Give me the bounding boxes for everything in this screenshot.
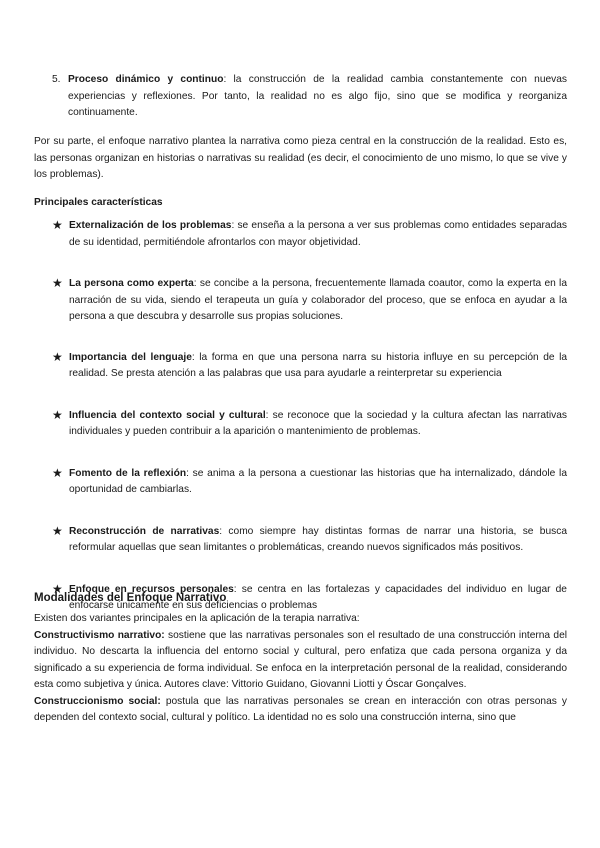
item-text: : la construcción de la realidad cambia constantemente con nuevas experiencias y reflexiones. Por tanto, la realidad no es algo fijo, sino que se modifica y reorganiza continuamente. bbox=[68, 74, 567, 118]
characteristics-heading: Principales características bbox=[34, 197, 163, 208]
constructionism-paragraph bbox=[34, 694, 567, 727]
bullet-term: Reconstrucción de narrativas bbox=[69, 525, 220, 537]
modalities-heading: Modalidades del Enfoque Narrativo bbox=[34, 592, 227, 604]
bullet-text: : se anima a la persona a cuestionar las historias que ha internalizado, dándole la oportunidad de cambiarlas. bbox=[69, 467, 567, 495]
bullet-term: Externalización de los problemas bbox=[69, 220, 232, 231]
bullet-text: : la forma en que una persona narra su historia influye en su percepción de la realidad. Se presta atención a las palabras que usa para ayudarle a reinterpretar su experiencia bbox=[69, 351, 568, 379]
item-number: 5. bbox=[52, 74, 61, 85]
characteristics-list bbox=[52, 218, 567, 615]
list-item bbox=[52, 350, 567, 383]
numbered-item-5 bbox=[52, 72, 567, 122]
star-bullet-icon: ★ bbox=[52, 523, 63, 538]
item-body bbox=[68, 72, 567, 122]
bullet-text: : como siempre hay distintas formas de narrar una historia, se busca reformular aquellas que sean limitantes o problemáticas, creando nuevos significados más positivos. bbox=[69, 525, 567, 553]
star-bullet-icon: ★ bbox=[52, 407, 63, 422]
modalities-section bbox=[34, 611, 567, 727]
constructivism-text: sostiene que las narrativas personales son el resultado de una construcción interna del individuo. No descarta la influencia del entorno social y cultural, pero enfatiza que cada persona organiza y da significado a su experiencia de forma individual. Se enfoca en la interpretación personal de la realidad, considerando esta como subjetiva y única. Autores clave: Vittorio Guidano, Giovanni Liotti y Óscar Gonçalves. bbox=[34, 629, 568, 690]
bullet-text: : se concibe a la persona, frecuentemente llamada coautor, como la experta en la narración de su vida, siendo el terapeuta un guía y colaborador del proceso, que se enfoca en ayudar a la persona a que descubra y desarrolle sus propias soluciones. bbox=[69, 278, 567, 322]
bullet-term: Enfoque en recursos personales bbox=[69, 583, 234, 595]
star-bullet-icon: ★ bbox=[52, 349, 63, 364]
bullet-term: Importancia del lenguaje bbox=[69, 351, 192, 363]
list-item bbox=[52, 524, 567, 557]
constructionism-term: Construccionismo social: bbox=[34, 695, 161, 707]
bullet-term: La persona como experta bbox=[69, 278, 194, 289]
star-bullet-icon: ★ bbox=[52, 465, 63, 480]
constructivism-paragraph bbox=[34, 628, 567, 694]
list-item bbox=[52, 466, 567, 499]
bullet-term: Influencia del contexto social y cultural bbox=[69, 409, 266, 421]
bullet-text: : se reconoce que la sociedad y la cultura afectan las narrativas individuales y pueden contribuir a la aparición o mantenimiento de problemas. bbox=[69, 409, 567, 437]
constructionism-text: postula que las narrativas personales se crean en interacción con otras personas y dependen del contexto social, cultural y político. La identidad no es solo una construcción interna, sino que bbox=[34, 695, 567, 723]
star-bullet-icon: ★ bbox=[52, 218, 63, 232]
intro-paragraph: Por su parte, el enfoque narrativo plantea la narrativa como pieza central en la construcción de la realidad. Esto es, las personas organizan en historias o narrativas su realidad (es decir, el conocimiento de uno mismo, lo que se vive y los problemas). bbox=[34, 136, 567, 180]
star-bullet-icon: ★ bbox=[52, 276, 63, 290]
item-term: Proceso dinámico y continuo bbox=[68, 74, 224, 85]
bullet-text: : se enseña a la persona a ver sus problemas como entidades separadas de su identidad, permitiéndole afrontarlos con mayor objetividad. bbox=[69, 220, 568, 248]
star-bullet-icon: ★ bbox=[52, 581, 63, 596]
constructivism-term: Constructivismo narrativo: bbox=[34, 629, 165, 641]
list-item bbox=[52, 276, 567, 326]
bullet-term: Fomento de la reflexión bbox=[69, 467, 187, 479]
list-item bbox=[52, 218, 567, 251]
bullet-text: : se centra en las fortalezas y capacidades del individuo en lugar de enfocarse únicamente en sus deficiencias o problemas bbox=[69, 583, 567, 611]
list-item bbox=[52, 408, 567, 441]
modalities-intro: Existen dos variantes principales en la aplicación de la terapia narrativa: bbox=[34, 613, 360, 624]
